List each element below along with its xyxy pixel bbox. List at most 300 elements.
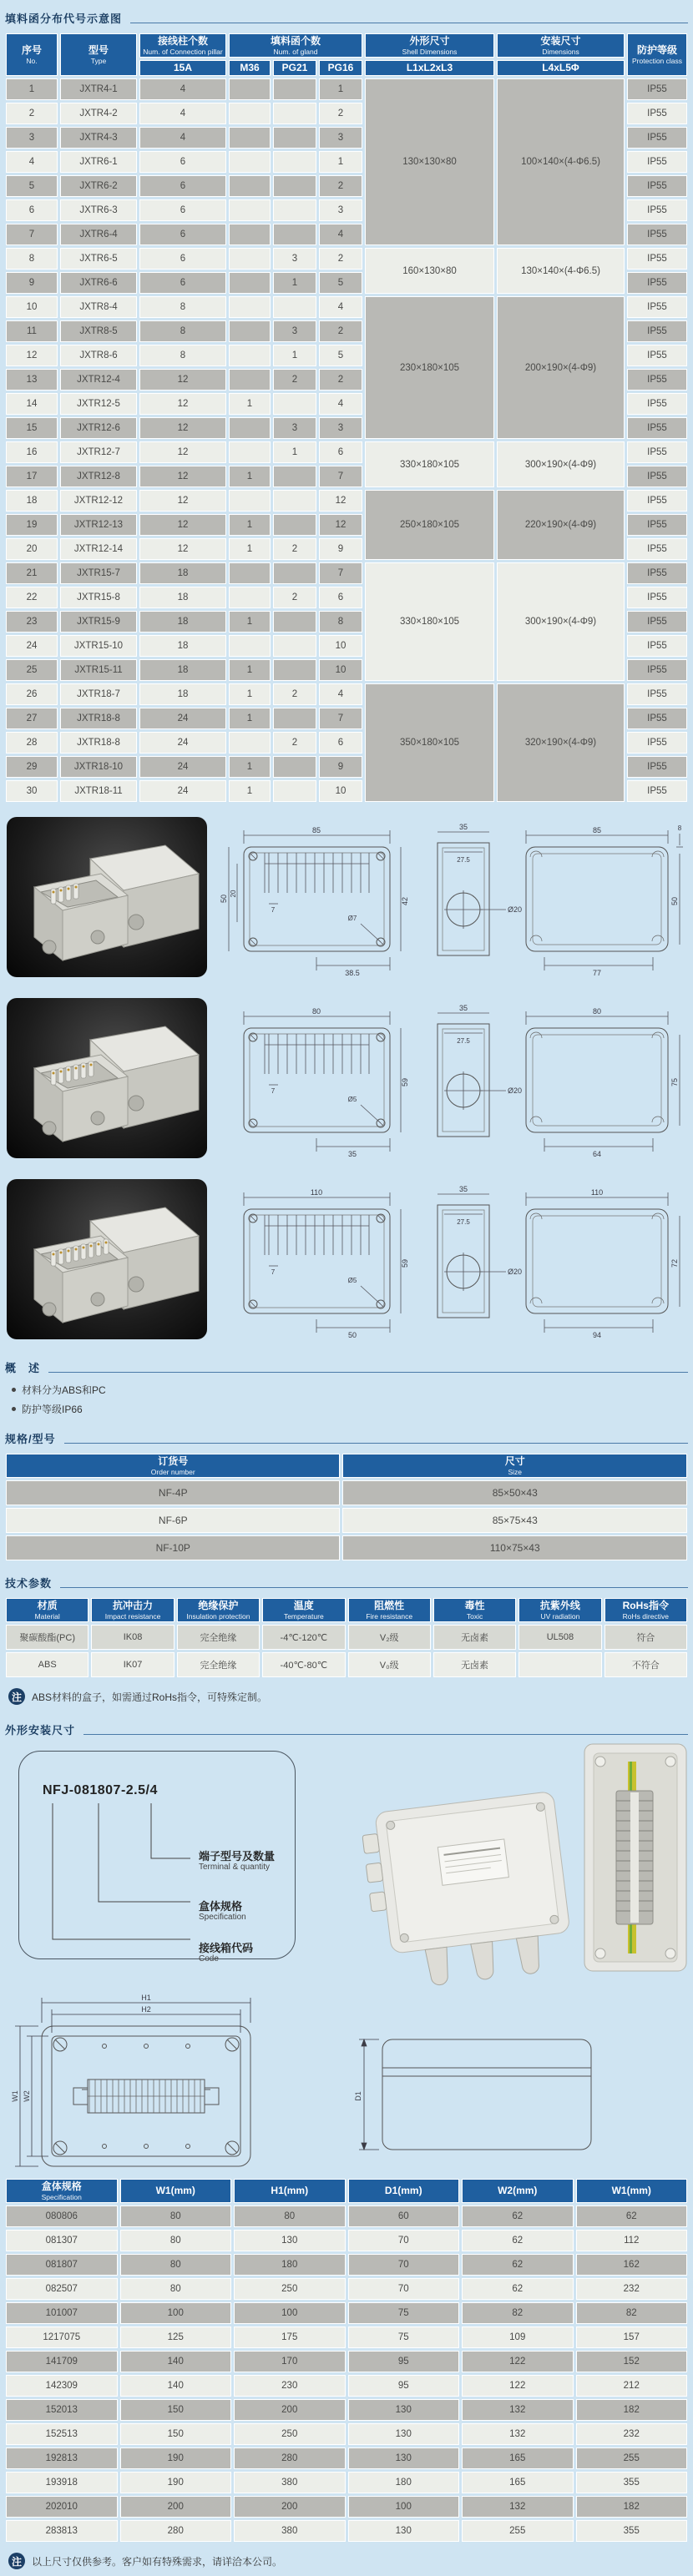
spec-table-row bbox=[6, 1508, 687, 1533]
gland-pg21-cell: 2 bbox=[273, 683, 316, 705]
gland-pg16-cell: 7 bbox=[319, 466, 362, 487]
no-cell: 26 bbox=[6, 683, 58, 705]
w1-cell: 125 bbox=[120, 2326, 232, 2348]
type-cell: JXTR15-9 bbox=[60, 611, 137, 633]
pillar-15a-cell: 6 bbox=[139, 151, 226, 173]
gland-m36-cell bbox=[229, 320, 271, 342]
w2-cell: 62 bbox=[462, 2230, 574, 2251]
w1-cell: 190 bbox=[120, 2447, 232, 2469]
w2-cell: 62 bbox=[462, 2254, 574, 2276]
pillar-15a-cell: 18 bbox=[139, 587, 226, 608]
w2-cell: 165 bbox=[462, 2472, 574, 2493]
pillar-15a-cell: 4 bbox=[139, 127, 226, 149]
dim-h2-label: H2 bbox=[141, 2005, 151, 2014]
tech-value-cell: 聚碳酸酯(PC) bbox=[6, 1625, 89, 1650]
d1-cell: 75 bbox=[348, 2326, 460, 2348]
box-spec-cell: 141709 bbox=[6, 2351, 118, 2372]
size-table-row bbox=[6, 2254, 687, 2276]
tech-header-row bbox=[6, 1598, 687, 1622]
pillar-15a-cell: 8 bbox=[139, 345, 226, 366]
gland-pg16-cell: 1 bbox=[319, 78, 362, 100]
tech-params-table bbox=[3, 1596, 690, 1680]
w2-cell: 165 bbox=[462, 2447, 574, 2469]
pillar-15a-cell: 8 bbox=[139, 296, 226, 318]
gland-pg21-cell: 1 bbox=[273, 272, 316, 294]
callout-code: 接线箱代码 Code bbox=[199, 1942, 254, 1964]
header-l1l2l3: L1xL2xL3 bbox=[365, 60, 494, 76]
tech-header-insulation-protection: 绝缘保护 Insulation protection bbox=[177, 1598, 260, 1622]
gland-table-row bbox=[6, 248, 687, 270]
w2-cell: 109 bbox=[462, 2326, 574, 2348]
w2-cell: 255 bbox=[462, 2520, 574, 2542]
gland-pg21-cell: 1 bbox=[273, 345, 316, 366]
dimension-label: 8 bbox=[677, 824, 682, 832]
protection-class-cell: IP55 bbox=[627, 732, 687, 754]
pillar-15a-cell: 12 bbox=[139, 441, 226, 463]
gland-pg16-cell: 10 bbox=[319, 659, 362, 681]
dimension-label: 59 bbox=[401, 1258, 409, 1268]
w1b-cell: 157 bbox=[576, 2326, 688, 2348]
gland-section-title-text: 填料函分布代号示意图 bbox=[5, 13, 123, 25]
h1-cell: 380 bbox=[234, 2520, 346, 2542]
gland-pg21-cell bbox=[273, 514, 316, 536]
mount-dimension-cell: 320×190×(4-Φ9) bbox=[497, 683, 625, 802]
d1-cell: 130 bbox=[348, 2423, 460, 2445]
protection-class-cell: IP55 bbox=[627, 393, 687, 415]
gland-pg16-cell: 6 bbox=[319, 441, 362, 463]
no-cell: 12 bbox=[6, 345, 58, 366]
dimension-drawing bbox=[219, 995, 686, 1162]
tech-value-cell: UL508 bbox=[518, 1625, 601, 1650]
spec-model-table bbox=[3, 1451, 690, 1563]
h1-cell: 180 bbox=[234, 2254, 346, 2276]
pillar-15a-cell: 6 bbox=[139, 199, 226, 221]
pillar-15a-cell: 24 bbox=[139, 732, 226, 754]
gland-m36-cell: 1 bbox=[229, 683, 271, 705]
w1b-cell: 355 bbox=[576, 2520, 688, 2542]
type-cell: JXTR8-5 bbox=[60, 320, 137, 342]
drawing-row-1 bbox=[215, 995, 690, 1162]
overview-bullet-protection: 防护等级IP66 bbox=[12, 1399, 681, 1419]
size-table-row bbox=[6, 2230, 687, 2251]
dimension-label: Ø5 bbox=[347, 1276, 357, 1284]
header-m36: M36 bbox=[229, 60, 271, 76]
gland-pg21-cell bbox=[273, 490, 316, 512]
box-spec-cell: 081807 bbox=[6, 2254, 118, 2276]
dimension-label: 27.5 bbox=[457, 855, 470, 864]
dimension-label: 85 bbox=[592, 825, 602, 834]
header-w2: W2(mm) bbox=[462, 2179, 574, 2203]
pillar-15a-cell: 18 bbox=[139, 611, 226, 633]
h1-cell: 200 bbox=[234, 2496, 346, 2518]
w1b-cell: 82 bbox=[576, 2302, 688, 2324]
w2-cell: 62 bbox=[462, 2278, 574, 2300]
gland-section-title bbox=[0, 0, 693, 29]
gland-pg16-cell: 1 bbox=[319, 151, 362, 173]
protection-class-cell: IP55 bbox=[627, 466, 687, 487]
h1-cell: 80 bbox=[234, 2205, 346, 2227]
header-d1: D1(mm) bbox=[348, 2179, 460, 2203]
shell-dimension-cell: 330×180×105 bbox=[365, 441, 494, 487]
header-type: 型号 Type bbox=[60, 33, 137, 76]
type-cell: JXTR8-6 bbox=[60, 345, 137, 366]
size-table-row bbox=[6, 2205, 687, 2227]
dim-w2-label: W2 bbox=[23, 2090, 31, 2102]
gland-pg21-cell bbox=[273, 635, 316, 657]
dimension-label: 20 bbox=[230, 890, 237, 897]
shell-dimension-cell: 330×180×105 bbox=[365, 562, 494, 681]
no-cell: 4 bbox=[6, 151, 58, 173]
type-cell: JXTR6-1 bbox=[60, 151, 137, 173]
type-cell: JXTR15-7 bbox=[60, 562, 137, 584]
type-cell: JXTR18-8 bbox=[60, 732, 137, 754]
w1b-cell: 162 bbox=[576, 2254, 688, 2276]
tech-value-cell: -4℃-120℃ bbox=[262, 1625, 345, 1650]
callout-specification: 盒体规格 Specification bbox=[199, 1900, 246, 1922]
gland-m36-cell bbox=[229, 272, 271, 294]
tech-title-text: 技术参数 bbox=[5, 1577, 53, 1590]
type-cell: JXTR18-7 bbox=[60, 683, 137, 705]
no-cell: 27 bbox=[6, 708, 58, 729]
gland-pg21-cell bbox=[273, 103, 316, 124]
dimension-label: 80 bbox=[311, 1006, 321, 1016]
gland-m36-cell: 1 bbox=[229, 659, 271, 681]
size-header-row bbox=[6, 2179, 687, 2203]
outline-title-text: 外形安装尺寸 bbox=[5, 1724, 76, 1737]
dim-w1-label: W1 bbox=[11, 2090, 19, 2102]
pillar-15a-cell: 12 bbox=[139, 538, 226, 560]
pillar-15a-cell: 18 bbox=[139, 635, 226, 657]
pillar-15a-cell: 6 bbox=[139, 224, 226, 245]
shell-dimension-cell: 350×180×105 bbox=[365, 683, 494, 802]
gland-pg16-cell: 4 bbox=[319, 296, 362, 318]
outline-drawings bbox=[8, 1991, 685, 2175]
junction-box-photo-graphic bbox=[11, 822, 203, 972]
gland-pg16-cell: 6 bbox=[319, 587, 362, 608]
no-cell: 21 bbox=[6, 562, 58, 584]
gland-pg16-cell: 5 bbox=[319, 272, 362, 294]
w1-cell: 80 bbox=[120, 2278, 232, 2300]
no-cell: 6 bbox=[6, 199, 58, 221]
no-cell: 16 bbox=[6, 441, 58, 463]
w1b-cell: 62 bbox=[576, 2205, 688, 2227]
type-cell: JXTR8-4 bbox=[60, 296, 137, 318]
header-h1: H1(mm) bbox=[234, 2179, 346, 2203]
gland-pg16-cell: 9 bbox=[319, 756, 362, 778]
product-photo-long-box bbox=[7, 1179, 207, 1339]
protection-class-cell: IP55 bbox=[627, 587, 687, 608]
gland-pg16-cell: 2 bbox=[319, 320, 362, 342]
header-mount-dimensions: 安装尺寸 Dimensions bbox=[497, 33, 625, 58]
size-table-row bbox=[6, 2496, 687, 2518]
size-table-row bbox=[6, 2520, 687, 2542]
w1b-cell: 182 bbox=[576, 2399, 688, 2421]
type-cell: JXTR4-2 bbox=[60, 103, 137, 124]
header-pg16: PG16 bbox=[319, 60, 362, 76]
d1-cell: 70 bbox=[348, 2230, 460, 2251]
tech-note: 注 ABS材料的盒子，如需通过RoHs指令，可特殊定制。 bbox=[0, 1681, 693, 1711]
no-cell: 19 bbox=[6, 514, 58, 536]
no-cell: 25 bbox=[6, 659, 58, 681]
gland-m36-cell: 1 bbox=[229, 611, 271, 633]
header-gland-count: 填料函个数 Num. of gland bbox=[229, 33, 362, 58]
tech-value-cell: IK08 bbox=[91, 1625, 174, 1650]
gland-m36-cell: 1 bbox=[229, 756, 271, 778]
w1-cell: 190 bbox=[120, 2472, 232, 2493]
protection-class-cell: IP55 bbox=[627, 78, 687, 100]
dimension-label: 27.5 bbox=[457, 1217, 470, 1226]
gland-table-row bbox=[6, 441, 687, 463]
gland-pg16-cell: 12 bbox=[319, 514, 362, 536]
w1-cell: 100 bbox=[120, 2302, 232, 2324]
dimension-label: 7 bbox=[271, 905, 276, 914]
gland-pg21-cell: 2 bbox=[273, 587, 316, 608]
gland-pg21-cell: 2 bbox=[273, 369, 316, 391]
gland-m36-cell bbox=[229, 587, 271, 608]
protection-class-cell: IP55 bbox=[627, 103, 687, 124]
model-code: NFJ-081807-2.5/4 bbox=[43, 1783, 158, 1797]
protection-class-cell: IP55 bbox=[627, 248, 687, 270]
tech-value-cell: 完全绝缘 bbox=[177, 1652, 260, 1677]
gland-pg21-cell: 3 bbox=[273, 320, 316, 342]
dimension-label: 7 bbox=[271, 1086, 276, 1095]
protection-class-cell: IP55 bbox=[627, 417, 687, 439]
protection-class-cell: IP55 bbox=[627, 127, 687, 149]
w2-cell: 132 bbox=[462, 2496, 574, 2518]
dimension-label: Ø20 bbox=[508, 905, 523, 914]
gallery-row-2 bbox=[0, 987, 693, 1168]
callout-terminal: 端子型号及数量 Terminal & quantity bbox=[199, 1850, 276, 1872]
gland-table-row bbox=[6, 490, 687, 512]
dimension-label: Ø5 bbox=[347, 1095, 357, 1103]
size-cell: 85×75×43 bbox=[342, 1508, 687, 1533]
gland-pg21-cell bbox=[273, 296, 316, 318]
w1-cell: 80 bbox=[120, 2230, 232, 2251]
gland-pg16-cell: 10 bbox=[319, 635, 362, 657]
mount-dimension-cell: 300×190×(4-Φ9) bbox=[497, 562, 625, 681]
d1-cell: 100 bbox=[348, 2496, 460, 2518]
no-cell: 22 bbox=[6, 587, 58, 608]
d1-cell: 130 bbox=[348, 2447, 460, 2469]
no-cell: 11 bbox=[6, 320, 58, 342]
dimension-label: 7 bbox=[271, 1268, 276, 1276]
terminal-box-photos-graphic bbox=[317, 1741, 693, 1991]
gland-m36-cell bbox=[229, 151, 271, 173]
w1-cell: 80 bbox=[120, 2254, 232, 2276]
mounting-top-view-drawing bbox=[8, 1991, 284, 2175]
gland-pg16-cell: 10 bbox=[319, 780, 362, 802]
no-cell: 15 bbox=[6, 417, 58, 439]
gland-m36-cell bbox=[229, 417, 271, 439]
gland-pg21-cell bbox=[273, 659, 316, 681]
mounting-side-view-drawing bbox=[334, 2016, 610, 2175]
protection-class-cell: IP55 bbox=[627, 320, 687, 342]
size-table-body bbox=[6, 2205, 687, 2542]
dimension-label: 80 bbox=[592, 1006, 602, 1016]
gland-pg16-cell: 4 bbox=[319, 393, 362, 415]
no-cell: 24 bbox=[6, 635, 58, 657]
gland-m36-cell: 1 bbox=[229, 708, 271, 729]
dimension-label: 85 bbox=[311, 825, 321, 834]
no-cell: 7 bbox=[6, 224, 58, 245]
protection-class-cell: IP55 bbox=[627, 562, 687, 584]
gland-pg16-cell: 5 bbox=[319, 345, 362, 366]
header-15a: 15A bbox=[139, 60, 226, 76]
box-spec-cell: 080806 bbox=[6, 2205, 118, 2227]
type-cell: JXTR12-7 bbox=[60, 441, 137, 463]
d1-cell: 95 bbox=[348, 2375, 460, 2397]
no-cell: 1 bbox=[6, 78, 58, 100]
gland-table-row bbox=[6, 78, 687, 100]
tech-value-cell: 符合 bbox=[604, 1625, 687, 1650]
junction-box-photo-graphic bbox=[11, 1184, 203, 1334]
dimension-label: Ø20 bbox=[508, 1086, 523, 1095]
protection-class-cell: IP55 bbox=[627, 756, 687, 778]
d1-cell: 95 bbox=[348, 2351, 460, 2372]
w1b-cell: 232 bbox=[576, 2423, 688, 2445]
d1-cell: 60 bbox=[348, 2205, 460, 2227]
no-cell: 8 bbox=[6, 248, 58, 270]
d1-cell: 75 bbox=[348, 2302, 460, 2324]
gallery-row-1 bbox=[0, 806, 693, 987]
protection-class-cell: IP55 bbox=[627, 224, 687, 245]
spec-section-title bbox=[0, 1420, 693, 1449]
tech-table-body bbox=[6, 1625, 687, 1677]
protection-class-cell: IP55 bbox=[627, 635, 687, 657]
box-spec-cell: 192813 bbox=[6, 2447, 118, 2469]
w1b-cell: 255 bbox=[576, 2447, 688, 2469]
gland-pg16-cell: 3 bbox=[319, 127, 362, 149]
w2-cell: 122 bbox=[462, 2351, 574, 2372]
header-connection-pillar: 接线柱个数 Num. of Connection pillar bbox=[139, 33, 226, 58]
no-cell: 9 bbox=[6, 272, 58, 294]
product-gallery bbox=[0, 806, 693, 1349]
type-cell: JXTR18-11 bbox=[60, 780, 137, 802]
h1-cell: 280 bbox=[234, 2447, 346, 2469]
gland-pg16-cell: 4 bbox=[319, 224, 362, 245]
drawing-row-2 bbox=[215, 1176, 690, 1343]
gland-m36-cell bbox=[229, 296, 271, 318]
size-table-row bbox=[6, 2472, 687, 2493]
gland-m36-cell bbox=[229, 175, 271, 197]
product-photo-small-box bbox=[7, 817, 207, 977]
protection-class-cell: IP55 bbox=[627, 345, 687, 366]
dim-h1-label: H1 bbox=[141, 1994, 151, 2002]
gland-pg16-cell: 9 bbox=[319, 538, 362, 560]
size-table-row bbox=[6, 2423, 687, 2445]
w2-cell: 122 bbox=[462, 2375, 574, 2397]
size-cell: 110×75×43 bbox=[342, 1535, 687, 1560]
pillar-15a-cell: 12 bbox=[139, 393, 226, 415]
pillar-15a-cell: 12 bbox=[139, 514, 226, 536]
header-pg21: PG21 bbox=[273, 60, 316, 76]
size-table-row bbox=[6, 2351, 687, 2372]
gland-pg21-cell bbox=[273, 393, 316, 415]
h1-cell: 175 bbox=[234, 2326, 346, 2348]
box-spec-cell: 152013 bbox=[6, 2399, 118, 2421]
gland-pg21-cell bbox=[273, 756, 316, 778]
gland-pg21-cell bbox=[273, 708, 316, 729]
gland-m36-cell bbox=[229, 562, 271, 584]
gland-pg21-cell bbox=[273, 78, 316, 100]
gland-m36-cell bbox=[229, 490, 271, 512]
dimension-label: 110 bbox=[310, 1187, 323, 1197]
type-cell: JXTR6-5 bbox=[60, 248, 137, 270]
gland-m36-cell bbox=[229, 369, 271, 391]
w2-cell: 132 bbox=[462, 2423, 574, 2445]
spec-table-body bbox=[6, 1480, 687, 1560]
tech-header-impact-resistance: 抗冲击力 Impact resistance bbox=[91, 1598, 174, 1622]
gland-pg21-cell bbox=[273, 562, 316, 584]
gland-m36-cell bbox=[229, 248, 271, 270]
pillar-15a-cell: 24 bbox=[139, 708, 226, 729]
pillar-15a-cell: 18 bbox=[139, 562, 226, 584]
gland-pg21-cell bbox=[273, 127, 316, 149]
gland-pg16-cell: 4 bbox=[319, 683, 362, 705]
type-cell: JXTR12-12 bbox=[60, 490, 137, 512]
order-number-cell: NF-6P bbox=[6, 1508, 340, 1533]
drawing-row-0 bbox=[215, 814, 690, 980]
no-cell: 14 bbox=[6, 393, 58, 415]
gland-m36-cell: 1 bbox=[229, 466, 271, 487]
outline-content bbox=[0, 1741, 693, 2175]
type-cell: JXTR4-1 bbox=[60, 78, 137, 100]
order-number-cell: NF-10P bbox=[6, 1535, 340, 1560]
gland-m36-cell bbox=[229, 199, 271, 221]
gland-pg16-cell: 2 bbox=[319, 175, 362, 197]
w1-cell: 140 bbox=[120, 2375, 232, 2397]
gland-pg21-cell: 2 bbox=[273, 538, 316, 560]
type-cell: JXTR12-13 bbox=[60, 514, 137, 536]
gland-table-row bbox=[6, 683, 687, 705]
pillar-15a-cell: 6 bbox=[139, 272, 226, 294]
protection-class-cell: IP55 bbox=[627, 490, 687, 512]
protection-class-cell: IP55 bbox=[627, 611, 687, 633]
d1-cell: 130 bbox=[348, 2520, 460, 2542]
protection-class-cell: IP55 bbox=[627, 659, 687, 681]
dimension-drawing bbox=[219, 814, 686, 980]
pillar-15a-cell: 12 bbox=[139, 417, 226, 439]
mount-dimension-cell: 220×190×(4-Φ9) bbox=[497, 490, 625, 560]
box-spec-cell: 082507 bbox=[6, 2278, 118, 2300]
dimension-label: 72 bbox=[670, 1258, 679, 1268]
header-size: 尺寸 Size bbox=[342, 1454, 687, 1478]
dimension-label: 50 bbox=[220, 894, 228, 903]
mount-dimension-cell: 100×140×(4-Φ6.5) bbox=[497, 78, 625, 245]
type-cell: JXTR12-14 bbox=[60, 538, 137, 560]
dimension-label: 42 bbox=[401, 896, 409, 905]
bullet-dot-icon bbox=[12, 1388, 16, 1392]
box-spec-cell: 283813 bbox=[6, 2520, 118, 2542]
box-size-table bbox=[3, 2176, 690, 2544]
size-table-row bbox=[6, 2375, 687, 2397]
dimension-label: 38.5 bbox=[345, 968, 360, 977]
d1-cell: 70 bbox=[348, 2278, 460, 2300]
pillar-15a-cell: 8 bbox=[139, 320, 226, 342]
pillar-15a-cell: 24 bbox=[139, 756, 226, 778]
no-cell: 29 bbox=[6, 756, 58, 778]
no-cell: 5 bbox=[6, 175, 58, 197]
header-no: 序号 No. bbox=[6, 33, 58, 76]
shell-dimension-cell: 250×180×105 bbox=[365, 490, 494, 560]
dimension-label: 35 bbox=[347, 1149, 357, 1158]
dimension-label: 27.5 bbox=[457, 1036, 470, 1045]
shell-dimension-cell: 160×130×80 bbox=[365, 248, 494, 294]
gland-m36-cell bbox=[229, 224, 271, 245]
h1-cell: 380 bbox=[234, 2472, 346, 2493]
protection-class-cell: IP55 bbox=[627, 272, 687, 294]
gland-pg16-cell: 7 bbox=[319, 562, 362, 584]
